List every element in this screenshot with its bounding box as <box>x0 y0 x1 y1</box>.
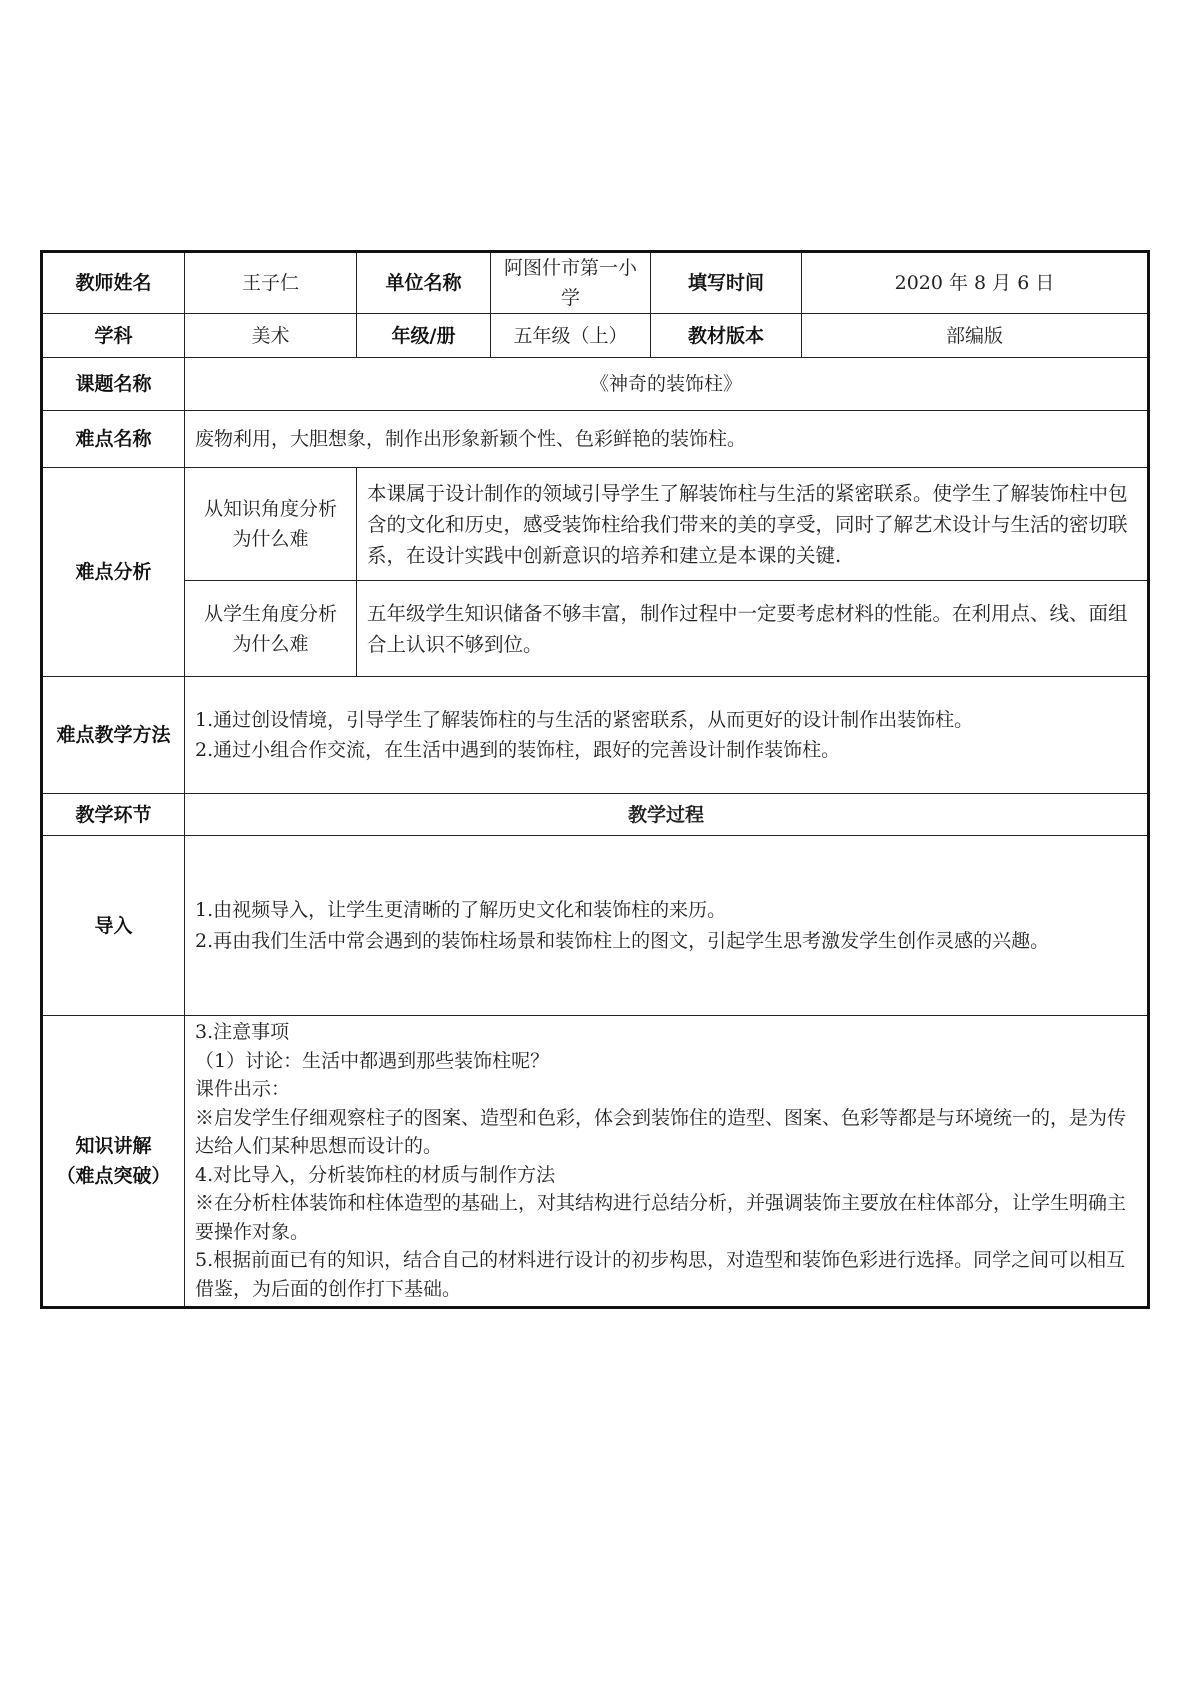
method-label: 难点教学方法 <box>42 677 185 794</box>
analysis-row-student <box>42 581 1149 677</box>
knowledge-item-3: 课件出示： <box>195 1078 291 1100</box>
difficulty-label: 难点名称 <box>42 411 185 468</box>
knowledge-angle-label <box>185 468 357 581</box>
process-header-row <box>42 794 1149 836</box>
knowledge-label-line2: （难点突破） <box>56 1165 171 1187</box>
edition-label: 教材版本 <box>651 314 802 358</box>
student-angle-label <box>185 581 357 677</box>
knowledge-label-line1: 知识讲解 <box>75 1135 152 1157</box>
topic-value: 《神奇的装饰柱》 <box>185 358 1149 411</box>
lesson-plan-table <box>40 250 1150 1309</box>
knowledge-row <box>42 1016 1149 1308</box>
date-label: 填写时间 <box>651 252 802 314</box>
knowledge-item-5: 4.对比导入，分析装饰柱的材质与制作方法 <box>195 1163 556 1186</box>
knowledge-angle-text: 本课属于设计制作的领域引导学生了解装饰柱与生活的紧密联系。使学生了解装饰柱中包含的文化和历史，感受装饰柱给我们带来的美的享受，同时了解艺术设计与生活的密切联系，在设计实践中创新意识的培养和建立是本课的关键. <box>357 468 1149 581</box>
subject-value: 美术 <box>185 314 357 358</box>
student-angle-line2: 为什么难 <box>232 632 309 655</box>
intro-content <box>185 836 1149 1016</box>
method-row <box>42 677 1149 794</box>
difficulty-value: 废物利用，大胆想象，制作出形象新颖个性、色彩鲜艳的装饰柱。 <box>185 411 1149 468</box>
unit-label: 单位名称 <box>357 252 491 314</box>
subject-label: 学科 <box>42 314 185 358</box>
analysis-label: 难点分析 <box>42 468 185 677</box>
knowledge-label <box>42 1016 185 1308</box>
knowledge-item-6: ※在分析柱体装饰和柱体造型的基础上，对其结构进行总结分析，并强调装饰主要放在柱体部分，让学生明确主要操作对象。 <box>195 1192 1127 1243</box>
student-angle-line1: 从学生角度分析 <box>203 602 337 625</box>
teacher-value: 王子仁 <box>185 252 357 314</box>
edition-value: 部编版 <box>802 314 1149 358</box>
header-row-2 <box>42 314 1149 358</box>
knowledge-angle-line2: 为什么难 <box>232 528 309 550</box>
topic-label: 课题名称 <box>42 358 185 411</box>
knowledge-angle-line1: 从知识角度分析 <box>203 498 337 520</box>
intro-item-1: 1.由视频导入，让学生更清晰的了解历史文化和装饰柱的来历。 <box>195 898 727 921</box>
intro-label: 导入 <box>42 836 185 1016</box>
knowledge-content <box>185 1016 1149 1308</box>
header-row-1 <box>42 252 1149 314</box>
analysis-row-knowledge <box>42 468 1149 581</box>
difficulty-row <box>42 411 1149 468</box>
knowledge-item-2: （1）讨论：生活中都遇到那些装饰柱呢？ <box>195 1049 550 1072</box>
knowledge-item-7: 5.根据前面已有的知识，结合自己的材料进行设计的初步构思，对造型和装饰色彩进行选择。同学之间可以相互借鉴，为后面的创作打下基础。 <box>195 1249 1126 1300</box>
unit-value <box>491 252 651 314</box>
teacher-label: 教师姓名 <box>42 252 185 314</box>
unit-value-line2: 学 <box>560 287 580 309</box>
stage-header: 教学环节 <box>42 794 185 836</box>
grade-value: 五年级（上） <box>491 314 651 358</box>
method-content <box>185 677 1149 794</box>
date-value: 2020 年 8 月 6 日 <box>802 252 1149 314</box>
student-angle-text: 五年级学生知识储备不够丰富，制作过程中一定要考虑材料的性能。在利用点、线、面组合上认识不够到位。 <box>357 581 1149 677</box>
intro-row <box>42 836 1149 1016</box>
grade-label: 年级/册 <box>357 314 491 358</box>
unit-value-line1: 阿图什市第一小 <box>503 257 637 279</box>
method-item-1: 1.通过创设情境，引导学生了解装饰柱的与生活的紧密联系，从而更好的设计制作出装饰柱。 <box>195 709 974 731</box>
process-header: 教学过程 <box>185 794 1149 836</box>
topic-row <box>42 358 1149 411</box>
method-item-2: 2.通过小组合作交流，在生活中遇到的装饰柱，跟好的完善设计制作装饰柱。 <box>195 739 841 761</box>
knowledge-item-1: 3.注意事项 <box>195 1021 290 1043</box>
knowledge-item-4: ※启发学生仔细观察柱子的图案、造型和色彩，体会到装饰住的造型、图案、色彩等都是与环境统一的，是为传达给人们某种思想而设计的。 <box>195 1106 1127 1157</box>
intro-item-2: 2.再由我们生活中常会遇到的装饰柱场景和装饰柱上的图文，引起学生思考激发学生创作灵感的兴趣。 <box>195 929 1050 952</box>
